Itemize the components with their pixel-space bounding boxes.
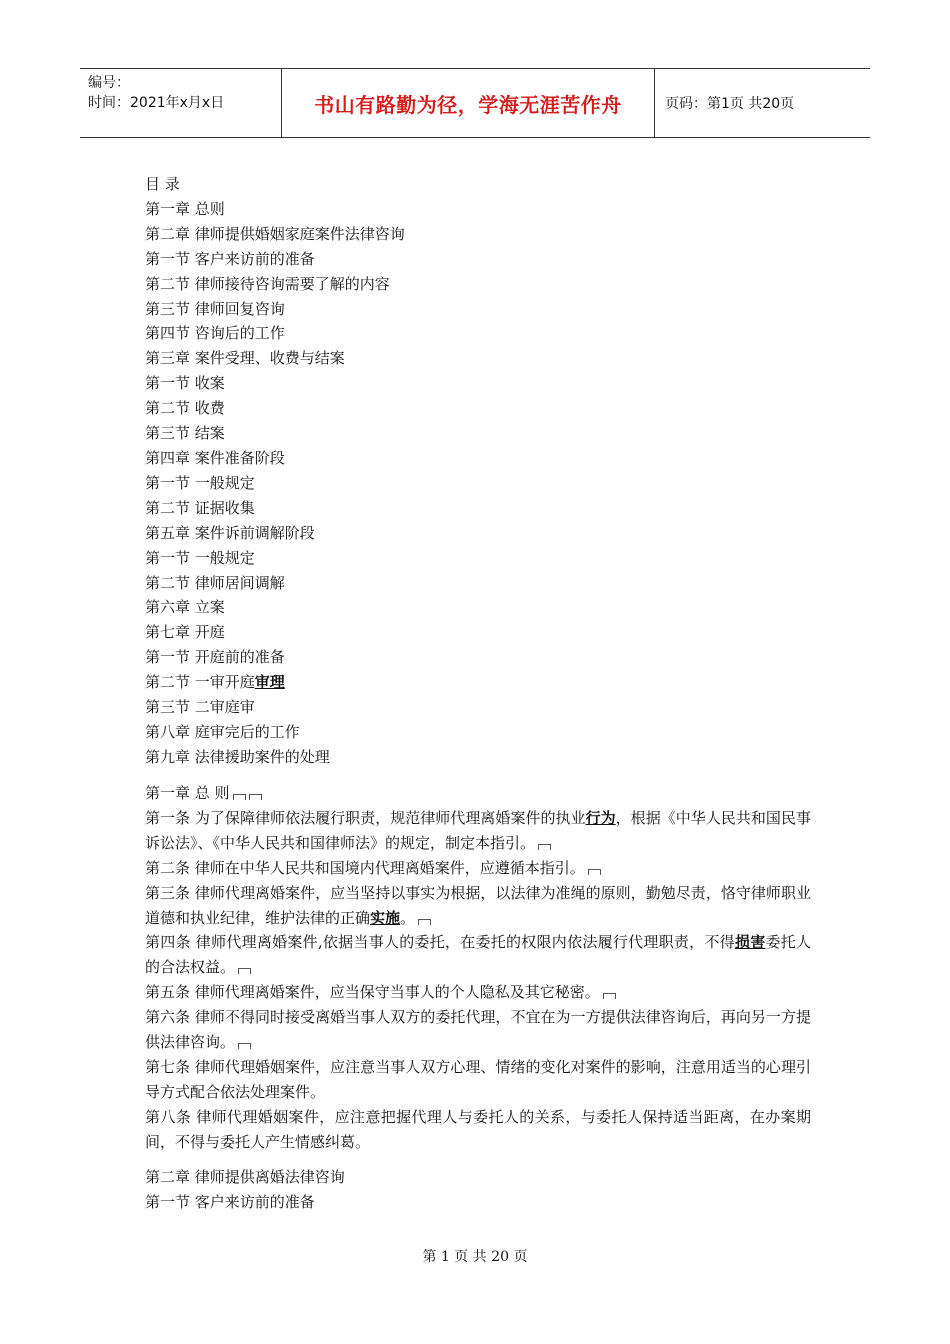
paragraph-mark-icon (538, 844, 551, 850)
article-6 (145, 1005, 811, 1055)
link-sunhai[interactable]: 损害 (734, 933, 766, 952)
article-1 (145, 806, 811, 856)
toc-item: 第一节 开庭前的准备 (145, 648, 285, 667)
page-footer: 第 1 页 共 20 页 (422, 1249, 528, 1265)
article-7: 第七条 律师代理婚姻案件，应注意当事人双方心理、情绪的变化对案件的影响，注意用适当的心理引导方式配合依法处理案件。 (145, 1057, 811, 1101)
paragraph-mark-icon (588, 869, 601, 875)
paragraph-mark-icon (249, 794, 262, 800)
document-number-label: 编号： (88, 75, 130, 91)
chapter-1-heading (145, 781, 811, 806)
paragraph-mark-icon (603, 993, 616, 999)
document-body (145, 781, 811, 1214)
header-meta (80, 69, 282, 137)
link-shenli[interactable]: 审理 (254, 673, 285, 692)
article-3-text-end: 。 (400, 908, 416, 927)
link-xingwei[interactable]: 行为 (585, 808, 616, 827)
paragraph-mark-icon (233, 794, 246, 800)
toc-item: 第八章 庭审完后的工作 (145, 722, 300, 741)
paragraph-mark-icon (238, 968, 251, 974)
toc-item: 第七章 开庭 (145, 623, 225, 642)
toc-item: 第一节 一般规定 (145, 473, 255, 492)
section-heading: 第一节 客户来访前的准备 (145, 1192, 315, 1211)
article-3-text: 第三条 律师代理离婚案件，应当坚持以事实为根据，以法律为准绳的原则，勤勉尽责，恪守律师职业道德和执业纪律，维护法律的正确 (145, 883, 811, 927)
article-8: 第八条 律师代理婚姻案件，应注意把握代理人与委托人的关系，与委托人保持适当距离，在办案期间，不得与委托人产生情感纠葛。 (145, 1107, 811, 1151)
toc-item: 第三节 二审庭审 (145, 698, 255, 717)
article-1-text-end: ，根据《中华人民共和国民事诉讼法》、《中华人民共和国律师法》的规定，制定本指引。 (145, 808, 811, 852)
article-5-text: 第五条 律师代理离婚案件，应当保守当事人的个人隐私及其它秘密。 (145, 983, 600, 1002)
link-shishi[interactable]: 实施 (370, 908, 401, 927)
toc-item: 第三节 律师回复咨询 (145, 299, 285, 318)
document-date: 时间：2021年x月x日 (88, 95, 225, 111)
toc-item-text: 第二节 一审开庭 (145, 673, 255, 692)
toc-item: 第二节 证据收集 (145, 498, 255, 517)
article-3 (145, 881, 811, 931)
article-4-text-end: 委托人的合法权益。 (145, 933, 811, 977)
paragraph-mark-icon (238, 1043, 251, 1049)
toc-item: 第六章 立案 (145, 598, 225, 617)
paragraph-mark-icon (418, 919, 431, 925)
toc-item: 第一节 客户来访前的准备 (145, 249, 315, 268)
toc-item: 第二节 律师居间调解 (145, 573, 285, 592)
article-2-text: 第二条 律师在中华人民共和国境内代理离婚案件，应遵循本指引。 (145, 858, 585, 877)
toc-item: 第四章 案件准备阶段 (145, 448, 285, 467)
toc-item (145, 670, 405, 695)
article-1-text: 第一条 为了保障律师依法履行职责，规范律师代理离婚案件的执业 (145, 808, 586, 827)
article-4-text: 第四条 律师代理离婚案件,依据当事人的委托，在委托的权限内依法履行代理职责，不得 (145, 933, 735, 952)
toc-item: 第一章 总则 (145, 199, 225, 218)
page-header (80, 68, 870, 138)
toc-item: 第五章 案件诉前调解阶段 (145, 523, 315, 542)
toc-item: 第一节 一般规定 (145, 548, 255, 567)
header-page-info: 页码：第1页 共20页 (665, 96, 795, 112)
toc-item: 第二节 律师接待咨询需要了解的内容 (145, 274, 390, 293)
table-of-contents (145, 172, 405, 770)
article-2 (145, 856, 811, 881)
toc-item: 第一节 收案 (145, 374, 225, 393)
header-motto: 书山有路勤为径，学海无涯苦作舟 (282, 69, 655, 137)
chapter-2-heading: 第二章 律师提供离婚法律咨询 (145, 1167, 345, 1186)
toc-item: 第三章 案件受理、收费与结案 (145, 349, 345, 368)
toc-item: 第二节 收费 (145, 399, 225, 418)
toc-item: 第九章 法律援助案件的处理 (145, 747, 330, 766)
chapter-1-title: 第一章 总 则 (145, 784, 230, 802)
article-6-text: 第六条 律师不得同时接受离婚当事人双方的委托代理，不宜在为一方提供法律咨询后，再向另一方提供法律咨询。 (145, 1008, 811, 1052)
toc-item: 第四节 咨询后的工作 (145, 324, 285, 343)
toc-title: 目 录 (145, 175, 180, 193)
toc-item: 第二章 律师提供婚姻家庭案件法律咨询 (145, 224, 405, 243)
article-5 (145, 980, 811, 1005)
toc-item: 第三节 结案 (145, 424, 225, 443)
article-4 (145, 930, 811, 980)
